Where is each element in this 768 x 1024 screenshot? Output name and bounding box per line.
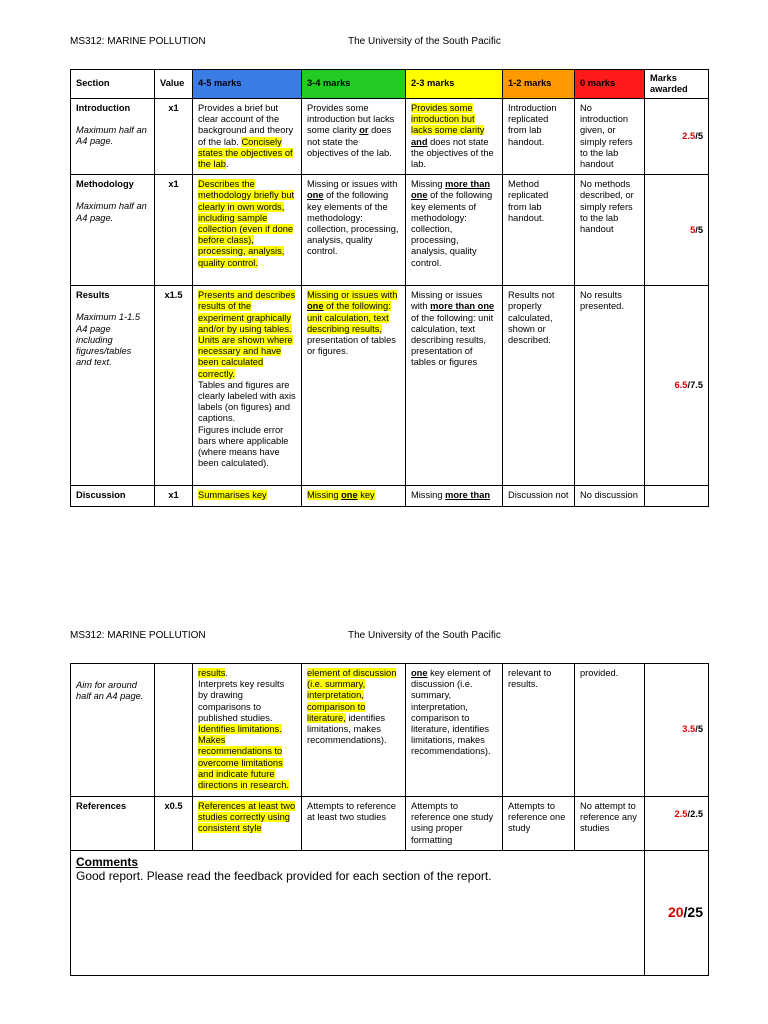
criteria-2-3: Missing or issues with more than one of the following: unit calculation, text describing results, presentation of tables or figures (406, 286, 503, 486)
section-weight: x1 (155, 175, 193, 286)
section-name: Introduction (76, 103, 131, 113)
row-discussion-part1 (71, 486, 709, 507)
criteria-2-3: one key element of discussion (i.e. summary, interpretation, comparison to literature, identifies limitations, makes recommendations). (406, 664, 503, 797)
criteria-3-4: Missing one key (302, 486, 406, 507)
section-name: Methodology (76, 179, 134, 190)
col-header-2-3-marks: 2-3 marks (406, 70, 503, 99)
section-note: Aim for around half an A4 page. (76, 680, 144, 702)
score-max: /5 (695, 724, 703, 735)
col-header-section: Section (71, 70, 155, 99)
comments-text: Good report. Please read the feedback provided for each section of the report. (76, 868, 492, 883)
section-cell (71, 286, 155, 486)
criteria-1-2: Introduction replicated from lab handout. (503, 99, 575, 175)
total-marks (645, 850, 709, 975)
marks-awarded (645, 175, 709, 286)
criteria-1-2: Method replicated from lab handout. (503, 175, 575, 286)
col-header-1-2-marks: 1-2 marks (503, 70, 575, 99)
criteria-2-3: Missing more than one of the following key elements of methodology: collection, processing, analysis, quality control. (406, 175, 503, 286)
criteria-1-2: Discussion not (503, 486, 575, 507)
rubric-header-row (71, 70, 709, 99)
col-header-value: Value (155, 70, 193, 99)
criteria-0: No introduction given, or simply refers to the lab handout (575, 99, 645, 175)
section-note: Maximum half an A4 page. (76, 201, 147, 223)
row-comments (71, 850, 709, 975)
score-max: /5 (695, 224, 703, 235)
criteria-3-4: Missing or issues with one of the following: unit calculation, text describing results, presentation of tables or figures. (302, 286, 406, 486)
row-introduction (71, 99, 709, 175)
criteria-3-4: element of discussion (i.e. summary, interpretation, comparison to literature, identifies limitations, makes recommendations). (302, 664, 406, 797)
section-weight (155, 664, 193, 797)
section-name: References (71, 797, 155, 851)
score-awarded: 6.5 (674, 380, 688, 391)
criteria-4-5: Provides a brief but clear account of the background and theory of the lab. Concisely states the objectives of the lab. (193, 99, 302, 175)
criteria-4-5: Summarises key (193, 486, 302, 507)
row-methodology (71, 175, 709, 286)
col-header-marks-awarded: Marks awarded (645, 70, 709, 99)
score-awarded: 5 (690, 224, 696, 235)
criteria-2-3: Attempts to reference one study using proper formatting (406, 797, 503, 851)
score-awarded: 3.5 (682, 724, 696, 735)
section-weight: x1 (155, 486, 193, 507)
col-header-3-4-marks: 3-4 marks (302, 70, 406, 99)
section-name: Discussion (71, 486, 155, 507)
section-weight: x0.5 (155, 797, 193, 851)
page2-university-header: The University of the South Pacific (348, 630, 501, 641)
marks-awarded (645, 797, 709, 851)
criteria-4-5: References at least two studies correctly using consistent style (193, 797, 302, 851)
marks-awarded (645, 286, 709, 486)
criteria-0: No attempt to reference any studies (575, 797, 645, 851)
rubric-table-page1 (70, 69, 709, 507)
criteria-1-2: Attempts to reference one study (503, 797, 575, 851)
col-header-4-5-marks: 4-5 marks (193, 70, 302, 99)
criteria-1-2: Results not properly calculated, shown or described. (503, 286, 575, 486)
marks-awarded (645, 664, 709, 797)
marks-awarded (645, 486, 709, 507)
col-header-0-marks: 0 marks (575, 70, 645, 99)
comments-cell (71, 850, 645, 975)
row-references (71, 797, 709, 851)
section-cell (71, 99, 155, 175)
page1-university-header: The University of the South Pacific (348, 36, 501, 47)
score-max: /7.5 (687, 380, 703, 391)
score-awarded: 2.5 (674, 809, 688, 819)
criteria-0: No results presented. (575, 286, 645, 486)
total-score: 20 (667, 904, 684, 921)
section-weight: x1 (155, 99, 193, 175)
criteria-0: No discussion (575, 486, 645, 507)
page1-course-header: MS312: MARINE POLLUTION (70, 36, 206, 47)
criteria-4-5: Describes the methodology briefly but clearly in own words, including sample collection (even if done before class), processing, analysis, quality control. (193, 175, 302, 286)
row-results (71, 286, 709, 486)
criteria-3-4: Attempts to reference at least two studies (302, 797, 406, 851)
criteria-0: No methods described, or simply refers to the lab handout (575, 175, 645, 286)
comments-title: Comments (76, 854, 139, 869)
score-max: /2.5 (687, 809, 703, 819)
score-max: /5 (695, 131, 703, 141)
section-note: Maximum 1-1.5 A4 page including figures/tables and text. (76, 312, 141, 368)
section-name: Results (76, 290, 110, 301)
criteria-1-2: relevant to results. (503, 664, 575, 797)
total-max: /25 (683, 904, 703, 921)
criteria-0: provided. (575, 664, 645, 797)
section-cell (71, 664, 155, 797)
criteria-4-5: results. Interprets key results by drawing comparisons to published studies. Identifies limitations. Makes recommendations to overcome limitations and indicate future directions in research. (193, 664, 302, 797)
criteria-3-4: Missing or issues with one of the following key elements of the methodology: collection, processing, analysis, quality control. (302, 175, 406, 286)
section-weight: x1.5 (155, 286, 193, 486)
section-cell (71, 175, 155, 286)
criteria-2-3: Provides some introduction but lacks some clarity and does not state the objectives of the lab. (406, 99, 503, 175)
marks-awarded (645, 99, 709, 175)
section-note: Maximum half an A4 page. (76, 125, 147, 147)
criteria-3-4: Provides some introduction but lacks some clarity or does not state the objectives of the lab. (302, 99, 406, 175)
rubric-table-page2 (70, 663, 709, 976)
score-awarded: 2.5 (682, 131, 696, 141)
criteria-2-3: Missing more than (406, 486, 503, 507)
page2-course-header: MS312: MARINE POLLUTION (70, 630, 206, 641)
row-discussion-part2 (71, 664, 709, 797)
criteria-4-5: Presents and describes results of the experiment graphically and/or by using tables. Units are shown where necessary and have been calculated correctly. Tables and figures are clearly labeled with axis labels (on figures) and captions. Figures include error bars where applicable (where means have been calculated). (193, 286, 302, 486)
